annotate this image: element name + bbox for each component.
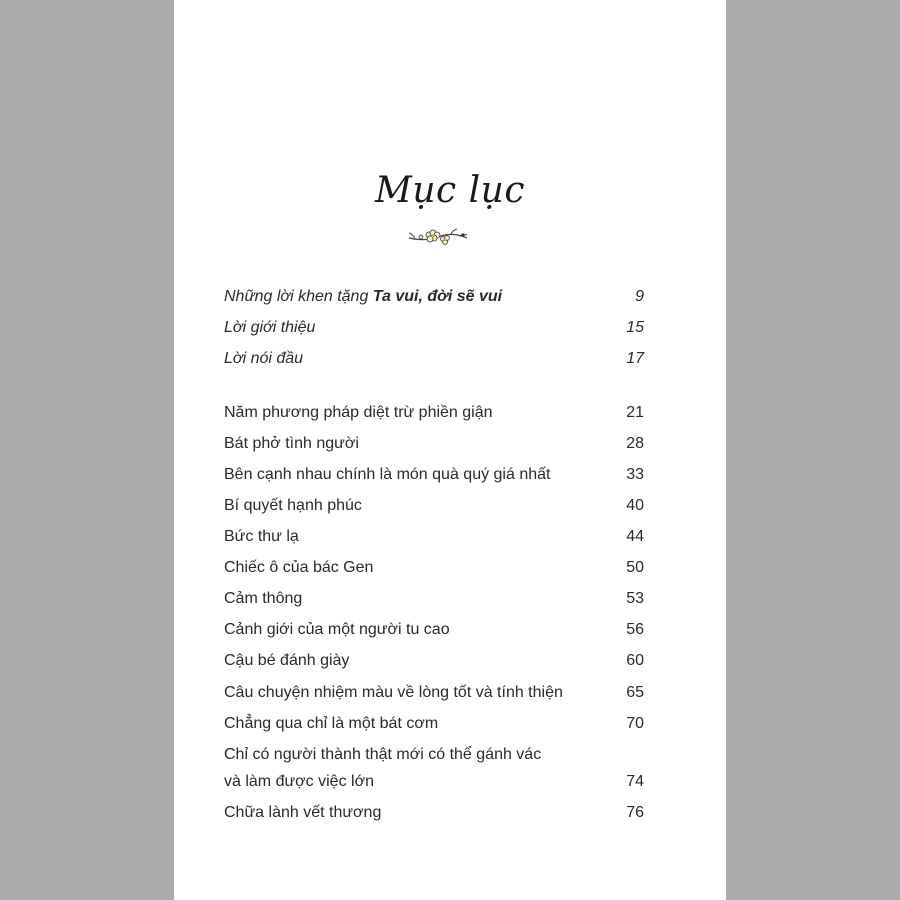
toc-page-number: 74	[626, 773, 644, 790]
toc-title: Cậu bé đánh giày	[224, 652, 350, 669]
toc-page-number: 17	[626, 350, 644, 367]
toc-page-number: 21	[626, 404, 644, 421]
toc-title: Bát phở tình người	[224, 435, 359, 452]
toc-title: Chiếc ô của bác Gen	[224, 559, 374, 576]
toc-title-line-1: Chỉ có người thành thật mới có thể gánh vác	[224, 746, 542, 763]
toc-page-number: 76	[626, 804, 644, 821]
toc-title: Chữa lành vết thương	[224, 804, 382, 821]
toc-page-number: 33	[626, 466, 644, 483]
toc-page-number: 70	[626, 715, 644, 732]
toc-page-number: 56	[626, 621, 644, 638]
toc-title: Bí quyết hạnh phúc	[224, 497, 362, 514]
toc-title: Lời nói đầu	[224, 350, 304, 367]
flower-branch-ornament	[407, 222, 471, 248]
toc-title: Bên cạnh nhau chính là món quà quý giá nhất	[224, 466, 551, 483]
toc-page-number: 65	[626, 684, 644, 701]
toc-title: Cảm thông	[224, 590, 303, 607]
book-page	[174, 0, 726, 900]
toc-page-number: 15	[626, 319, 644, 336]
toc-page-number: 44	[626, 528, 644, 545]
toc-title: Cảnh giới của một người tu cao	[224, 621, 450, 638]
toc-title-prefix: Những lời khen tặng	[224, 288, 373, 305]
toc-title-book: Ta vui, đời sẽ vui	[372, 288, 503, 305]
toc-title: Năm phương pháp diệt trừ phiền giận	[224, 404, 493, 421]
page-title: Mục lục	[374, 170, 525, 211]
toc-page-number: 60	[626, 652, 644, 669]
toc-page-number: 53	[626, 590, 644, 607]
toc-page-number: 50	[626, 559, 644, 576]
toc-page-number: 40	[626, 497, 644, 514]
toc-title: Bức thư lạ	[224, 528, 299, 545]
toc-title: Câu chuyện nhiệm màu về lòng tốt và tính thiện	[224, 684, 563, 701]
toc-title: Chẳng qua chỉ là một bát cơm	[224, 715, 439, 732]
toc-page-number: 9	[635, 288, 644, 305]
toc-title: Lời giới thiệu	[224, 319, 316, 336]
toc-page-number: 28	[626, 435, 644, 452]
toc-title-line-2: và làm được việc lớn	[224, 773, 374, 790]
